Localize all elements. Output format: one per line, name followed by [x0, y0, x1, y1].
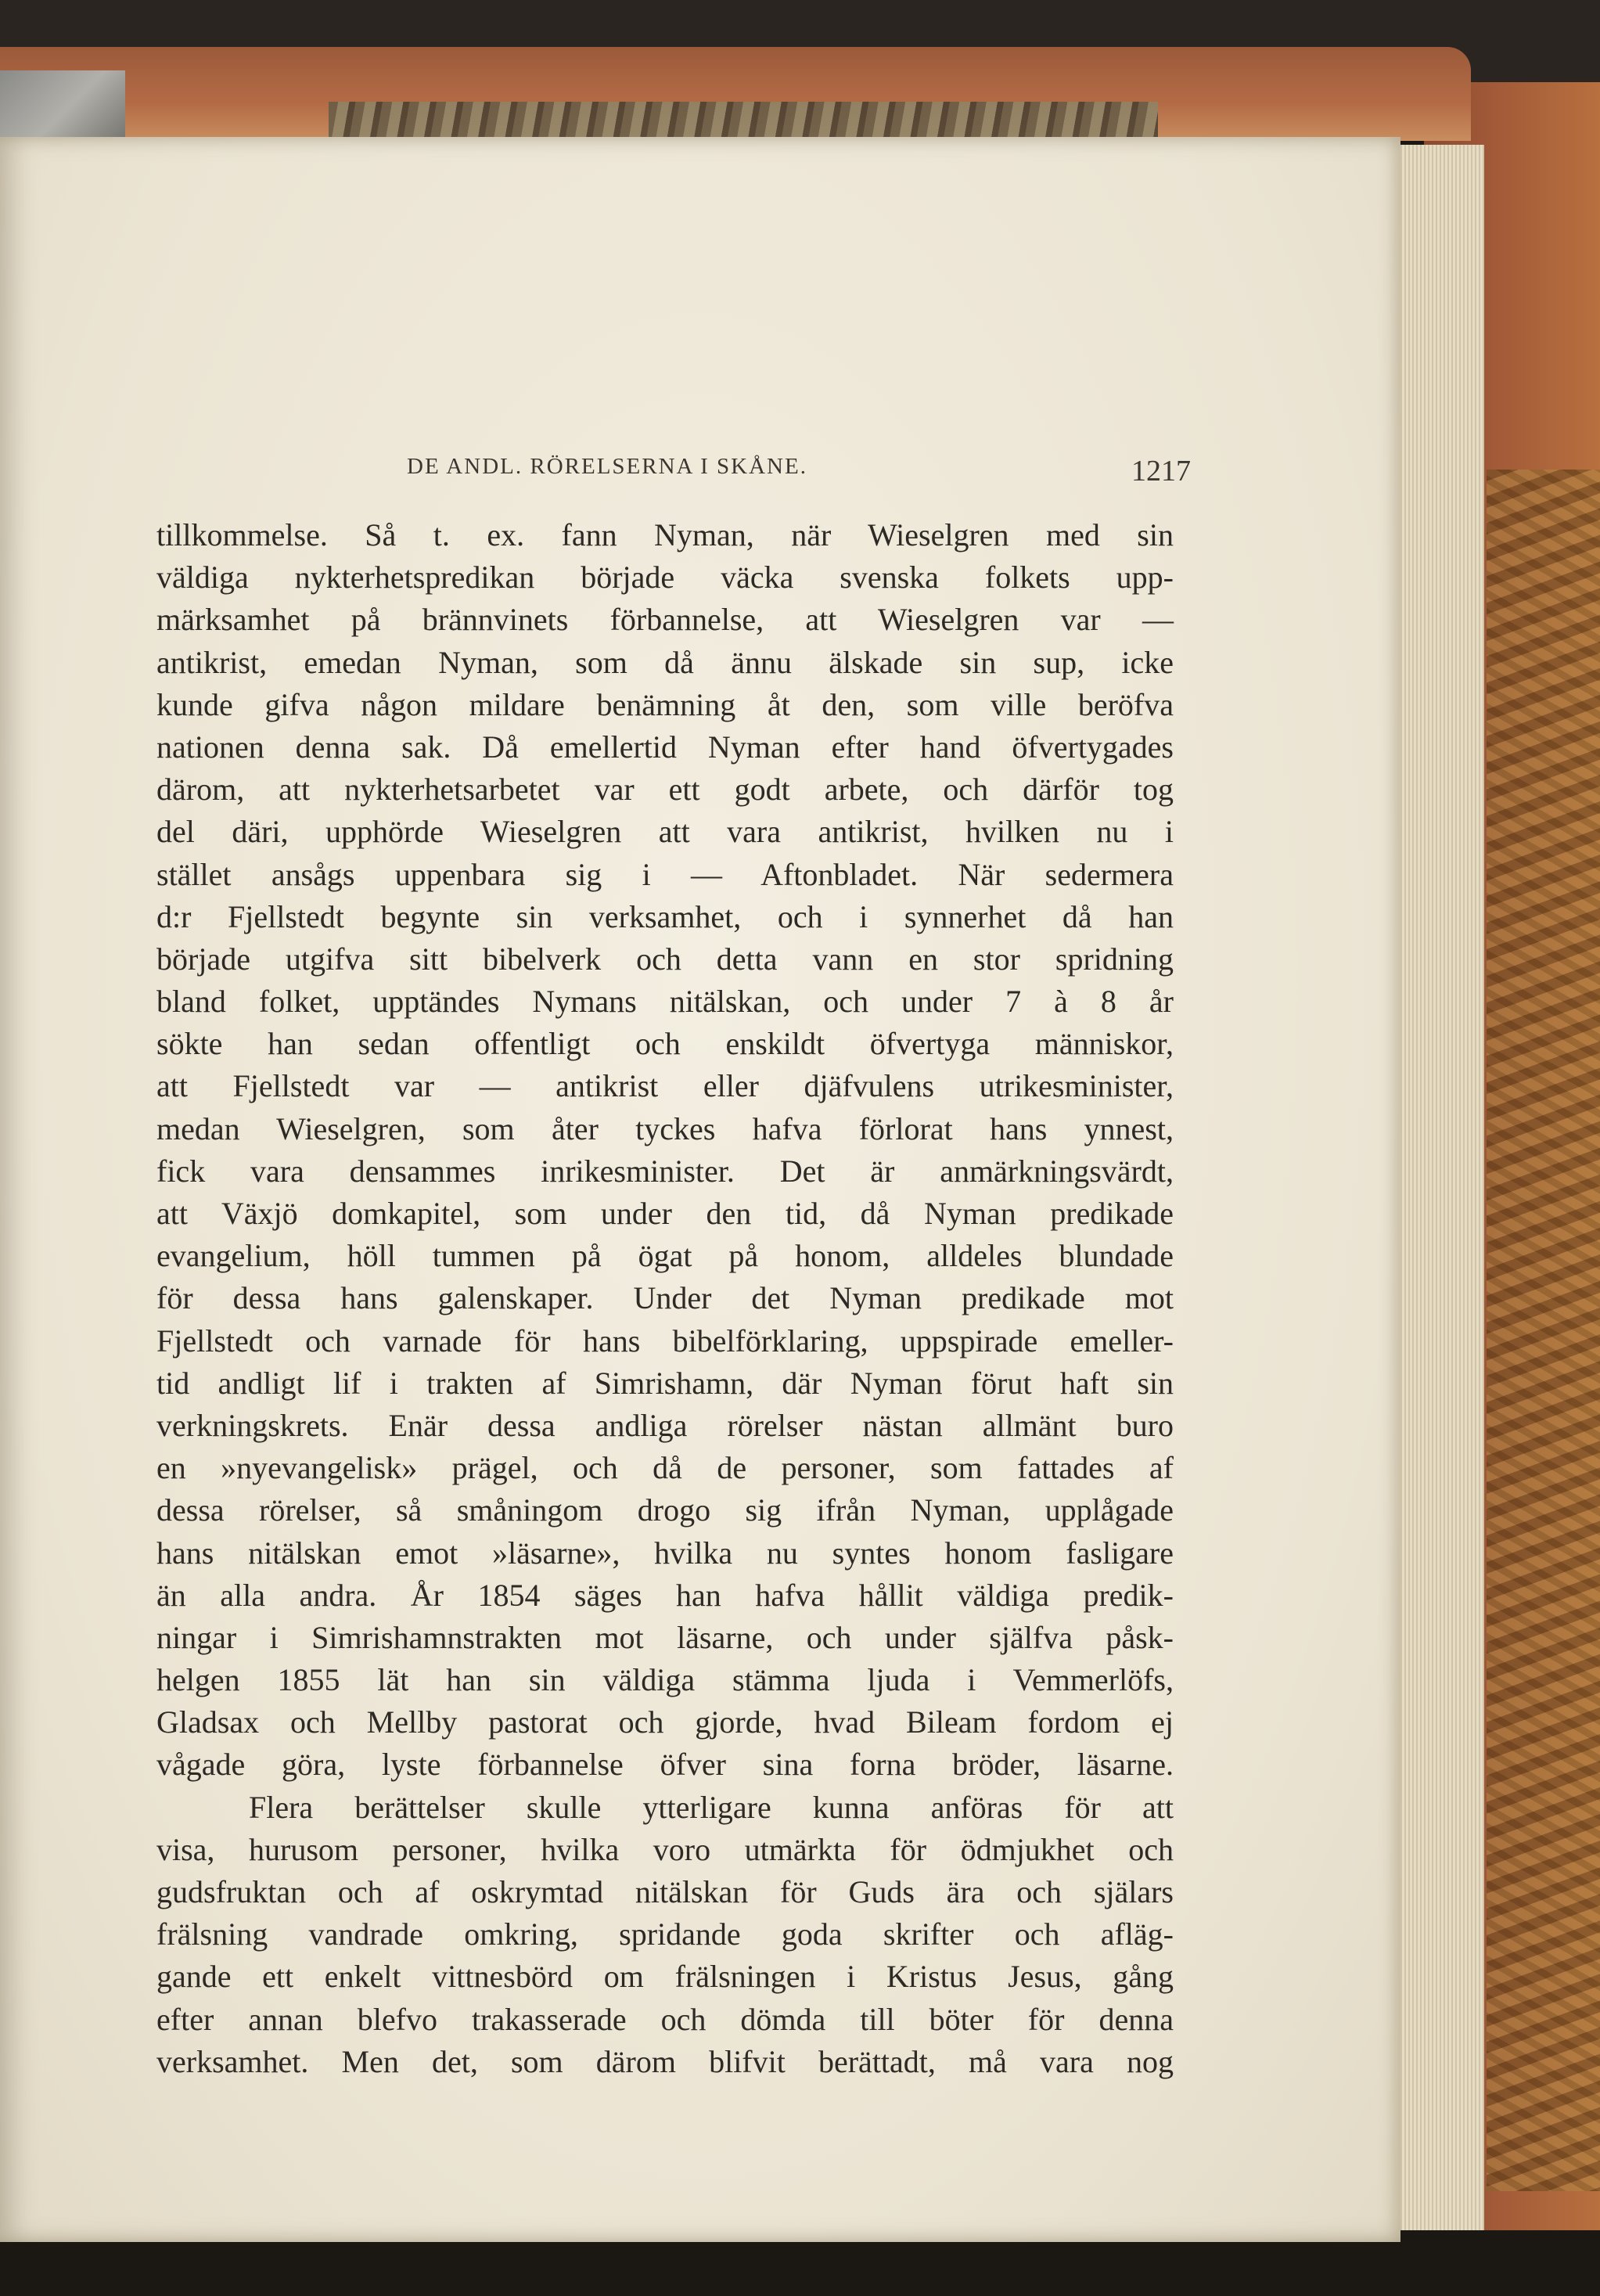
running-title: DE ANDL. RÖRELSERNA I SKÅNE.: [407, 454, 807, 479]
text-line: än alla andra. År 1854 säges han hafva hållit väldiga predik-: [156, 1577, 1174, 1613]
text-line: därom, att nykterhetsarbetet var ett godt arbete, och därför tog: [156, 772, 1174, 808]
text-line: medan Wieselgren, som åter tyckes hafva förlorat hans ynnest,: [156, 1110, 1174, 1146]
text-line: frälsning vandrade omkring, spridande goda skrifter och afläg-: [156, 1916, 1174, 1952]
text-line: gudsfruktan och af oskrymtad nitälskan för Guds ära och själars: [156, 1874, 1174, 1909]
top-marbled-strip: [329, 102, 1158, 137]
text-line: ningar i Simrishamnstrakten mot läsarne, och under själfva påsk-: [156, 1619, 1174, 1655]
text-line: fick vara densammes inrikesminister. Det är anmärkningsvärdt,: [156, 1153, 1174, 1189]
marbled-board: [1487, 470, 1600, 2191]
body-text: [156, 514, 1174, 2083]
text-line: för dessa hans galenskaper. Under det Nyman predikade mot: [156, 1280, 1174, 1316]
text-line: dessa rörelser, så småningom drogo sig ifrån Nyman, upplågade: [156, 1492, 1174, 1528]
text-line: d:r Fjellstedt begynte sin verksamhet, och i synnerhet då han: [156, 898, 1174, 934]
text-line: verksamhet. Men det, som därom blifvit berättadt, må vara nog: [156, 2043, 1174, 2079]
text-line: vågade göra, lyste förbannelse öfver sina forna bröder, läsarne.: [156, 1747, 1174, 1783]
text-line: del däri, upphörde Wieselgren att vara antikrist, hvilken nu i: [156, 814, 1174, 850]
paragraph-start-line: Flera berättelser skulle ytterligare kunna anföras för att: [249, 1789, 1174, 1825]
text-line: evangelium, höll tummen på ögat på honom, alldeles blundade: [156, 1238, 1174, 1274]
text-line: efter annan blefvo trakasserade och dömda till böter för denna: [156, 2001, 1174, 2037]
text-line: visa, hurusom personer, hvilka voro utmärkta för ödmjukhet och: [156, 1831, 1174, 1867]
text-line: sökte han sedan offentligt och enskildt öfvertyga människor,: [156, 1026, 1174, 1062]
text-line: tid andligt lif i trakten af Simrishamn, där Nyman förut haft sin: [156, 1365, 1174, 1401]
text-line: märksamhet på brännvinets förbannelse, att Wieselgren var —: [156, 602, 1174, 638]
book-page: [0, 137, 1400, 2242]
text-line: Gladsax och Mellby pastorat och gjorde, hvad Bileam fordom ej: [156, 1704, 1174, 1740]
text-line: kunde gifva någon mildare benämning åt den, som ville beröfva: [156, 686, 1174, 722]
text-line: nationen denna sak. Då emellertid Nyman efter hand öfvertygades: [156, 729, 1174, 765]
text-line: började utgifva sitt bibelverk och detta vann en stor spridning: [156, 941, 1174, 977]
text-line: gande ett enkelt vittnesbörd om frälsningen i Kristus Jesus, gång: [156, 1959, 1174, 1995]
text-line: helgen 1855 lät han sin väldiga stämma ljuda i Vemmerlöfs,: [156, 1662, 1174, 1698]
text-line: att Växjö domkapitel, som under den tid, då Nyman predikade: [156, 1196, 1174, 1231]
text-line: verkningskrets. Enär dessa andliga rörelser nästan allmänt buro: [156, 1407, 1174, 1443]
text-line: Fjellstedt och varnade för hans bibelförklaring, uppspirade emeller-: [156, 1323, 1174, 1359]
text-line: stället ansågs uppenbara sig i — Aftonbladet. När sedermera: [156, 856, 1174, 892]
text-line: att Fjellstedt var — antikrist eller djäfvulens utrikesminister,: [156, 1068, 1174, 1104]
text-line: hans nitälskan emot »läsarne», hvilka nu syntes honom fasligare: [156, 1535, 1174, 1571]
running-head: [156, 446, 1191, 493]
text-line: tillkommelse. Så t. ex. fann Nyman, när Wieselgren med sin: [156, 517, 1174, 552]
text-line: antikrist, emedan Nyman, som då ännu älskade sin sup, icke: [156, 644, 1174, 680]
text-line: bland folket, upptändes Nymans nitälskan, och under 7 à 8 år: [156, 984, 1174, 1020]
text-line: väldiga nykterhetspredikan började väcka svenska folkets upp-: [156, 560, 1174, 596]
text-line: en »nyevangelisk» prägel, och då de personer, som fattades af: [156, 1450, 1174, 1486]
page-number: 1217: [1131, 455, 1191, 488]
